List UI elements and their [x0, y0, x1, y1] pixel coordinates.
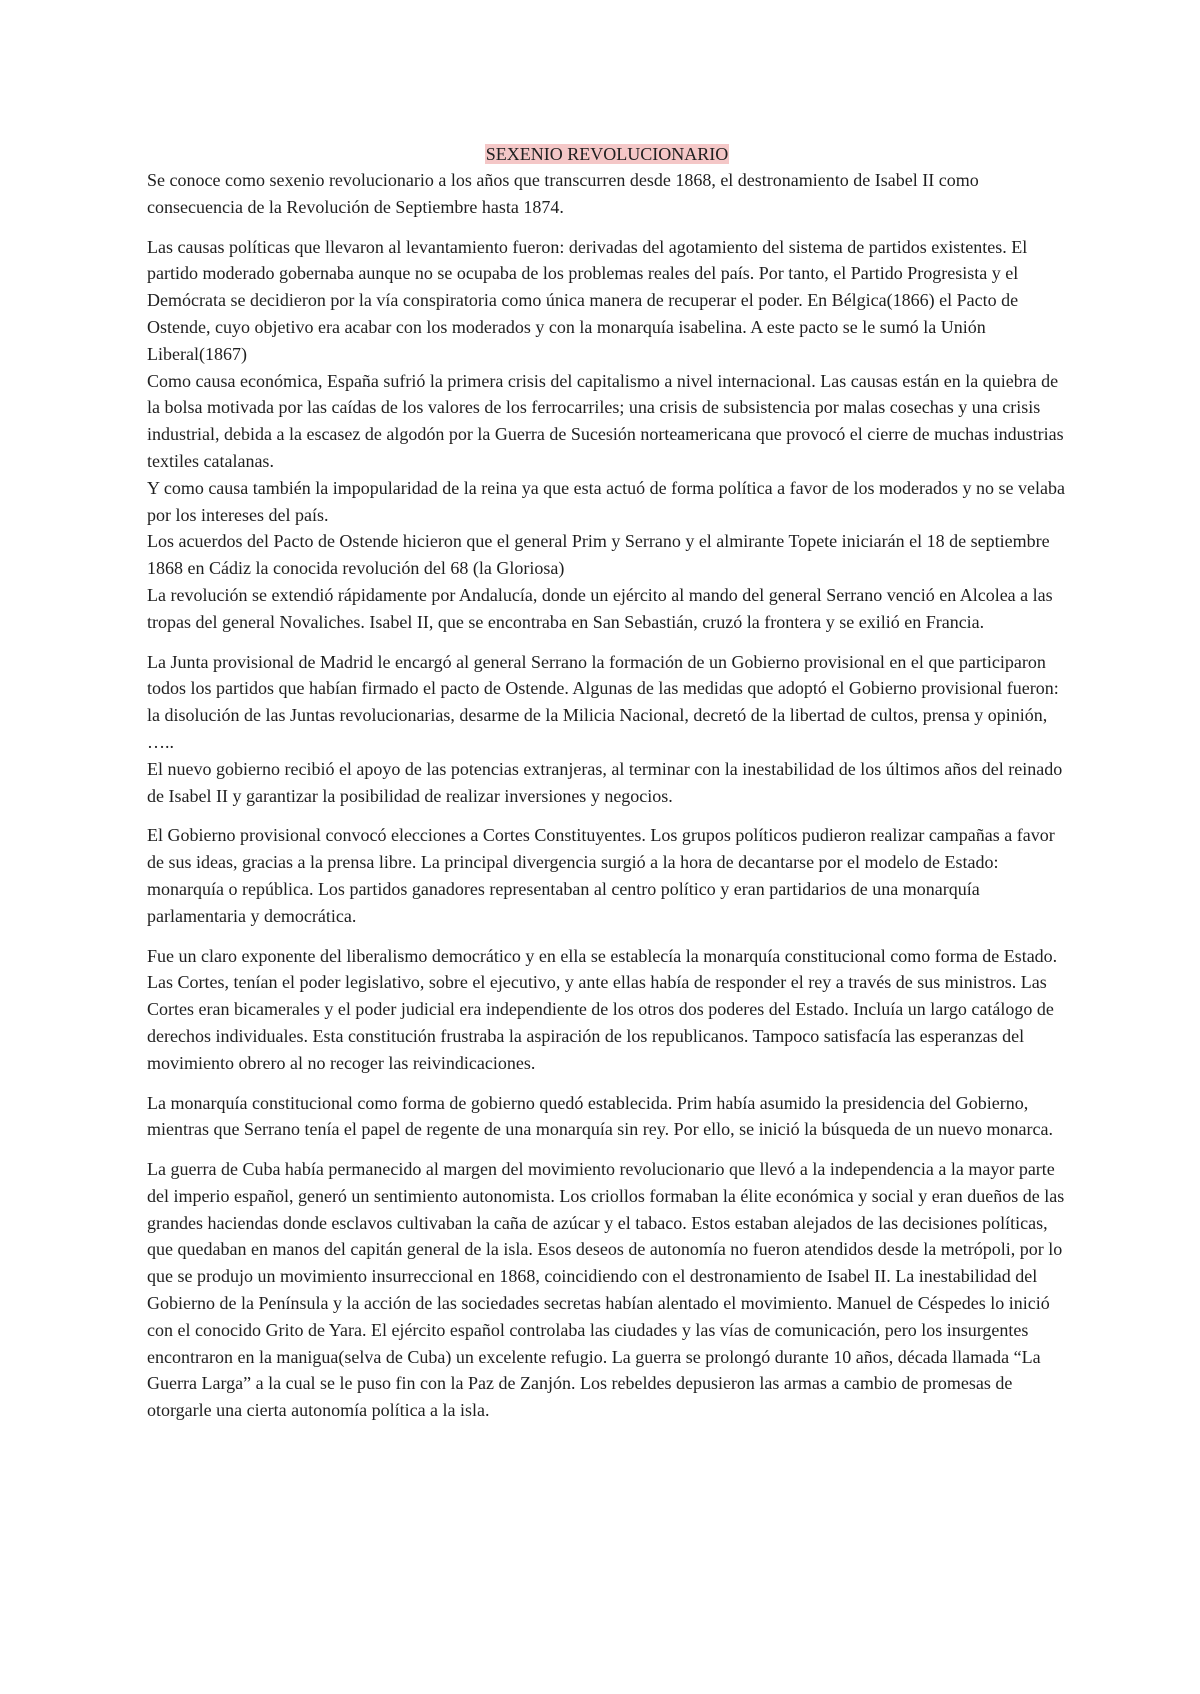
paragraph-revolution-spread: La revolución se extendió rápidamente por Andalucía, donde un ejército al mando del general Serrano venció en Alcolea a las tropas del general Novaliches. Isabel II, que se encontraba en San Sebastián, cruzó la frontera y se exilió en Francia. [147, 584, 1053, 632]
title-line [147, 141, 1067, 167]
document-title: SEXENIO REVOLUCIONARIO [485, 144, 729, 164]
paragraph-foreign-support: El nuevo gobierno recibió el apoyo de las potencias extranjeras, al terminar con la inestabilidad de los últimos años del reinado de Isabel II y garantizar la posibilidad de realizar inversiones y negocios. [147, 758, 1063, 806]
paragraph-economic-causes: Como causa económica, España sufrió la primera crisis del capitalismo a nivel internacional. Las causas están en la quiebra de la bolsa motivada por las caídas de los valores de los ferrocarriles; una crisis de subsistencia por malas cosechas y una crisis industrial, debida a la escasez de algodón por la Guerra de Sucesión norteamericana que provocó el cierre de muchas industrias textiles catalanas. [147, 370, 1064, 471]
paragraph-political-causes: Las causas políticas que llevaron al levantamiento fueron: derivadas del agotamiento del sistema de partidos existentes. El partido moderado gobernaba aunque no se ocupaba de los problemas reales del país. Por tanto, el Partido Progresista y el Demócrata se decidieron por la vía conspiratoria como única manera de recuperar el poder. En Bélgica(1866) el Pacto de Ostende, cuyo objetivo era acabar con los moderados y con la monarquía isabelina. A este pacto se le sumó la Unión Liberal(1867) [147, 236, 1028, 364]
paragraph-provisional-junta: La Junta provisional de Madrid le encargó al general Serrano la formación de un Gobierno provisional en el que participaron todos los partidos que habían firmado el pacto de Ostende. Algunas de las medidas que adoptó el Gobierno provisional fueron: la disolución de las Juntas revolucionarias, desarme de la Milicia Nacional, decretó de la libertad de cultos, prensa y opinión, ….. [147, 651, 1059, 752]
paragraph-intro: Se conoce como sexenio revolucionario a los años que transcurren desde 1868, el destronamiento de Isabel II como consecuencia de la Revolución de Septiembre hasta 1874. [147, 170, 979, 217]
paragraph-elections: El Gobierno provisional convocó elecciones a Cortes Constituyentes. Los grupos políticos pudieron realizar campañas a favor de sus ideas, gracias a la prensa libre. La principal divergencia surgió a la hora de decantarse por el modelo de Estado: monarquía o república. Los partidos ganadores representaban al centro político y eran partidarios de una monarquía parlamentaria y democrática. [147, 825, 1055, 926]
paragraph-cuba-war: La guerra de Cuba había permanecido al margen del movimiento revolucionario que llevó a la independencia a la mayor parte del imperio español, generó un sentimiento autonomista. Los criollos formaban la élite económica y social y eran dueños de las grandes haciendas donde esclavos cultivaban la caña de azúcar y el tabaco. Estos estaban alejados de las decisiones políticas, que quedaban en manos del capitán general de la isla. Esos deseos de autonomía no fueron atendidos desde la metrópoli, por lo que se produjo un movimiento insurreccional en 1868, coincidiendo con el destronamiento de Isabel II. La inestabilidad del Gobierno de la Península y la acción de las sociedades secretas habían alentado el movimiento. Manuel de Céspedes lo inició con el conocido Grito de Yara. El ejército español controlaba las ciudades y las vías de comunicación, pero los insurgentes encontraron en la manigua(selva de Cuba) un excelente refugio. La guerra se prolongó durante 10 años, década llamada “La Guerra Larga” a la cual se le puso fin con la Paz de Zanjón. Los rebeldes depusieron las armas a cambio de promesas de otorgarle una cierta autonomía política a la isla. [147, 1159, 1065, 1421]
paragraph-ostende-agreements: Los acuerdos del Pacto de Ostende hicieron que el general Prim y Serrano y el almirante Topete iniciarán el 18 de septiembre 1868 en Cádiz la conocida revolución del 68 (la Gloriosa) [147, 531, 1050, 579]
paragraph-constitution: Fue un claro exponente del liberalismo democrático y en ella se establecía la monarquía constitucional como forma de Estado. Las Cortes, tenían el poder legislativo, sobre el ejecutivo, y ante ellas había de responder el rey a través de sus ministros. Las Cortes eran bicamerales y el poder judicial era independiente de los otros dos poderes del Estado. Incluía un largo catálogo de derechos individuales. Esta constitución frustraba la aspiración de los republicanos. Tampoco satisfacía las esperanzas del movimiento obrero al no recoger las reivindicaciones. [147, 945, 1058, 1073]
paragraph-queen-unpopularity: Y como causa también la impopularidad de la reina ya que esta actuó de forma política a favor de los moderados y no se velaba por los intereses del país. [147, 477, 1065, 525]
document-page [147, 141, 1067, 1424]
paragraph-monarchy: La monarquía constitucional como forma de gobierno quedó establecida. Prim había asumido la presidencia del Gobierno, mientras que Serrano tenía el papel de regente de una monarquía sin rey. Por ello, se inició la búsqueda de un nuevo monarca. [147, 1092, 1054, 1140]
